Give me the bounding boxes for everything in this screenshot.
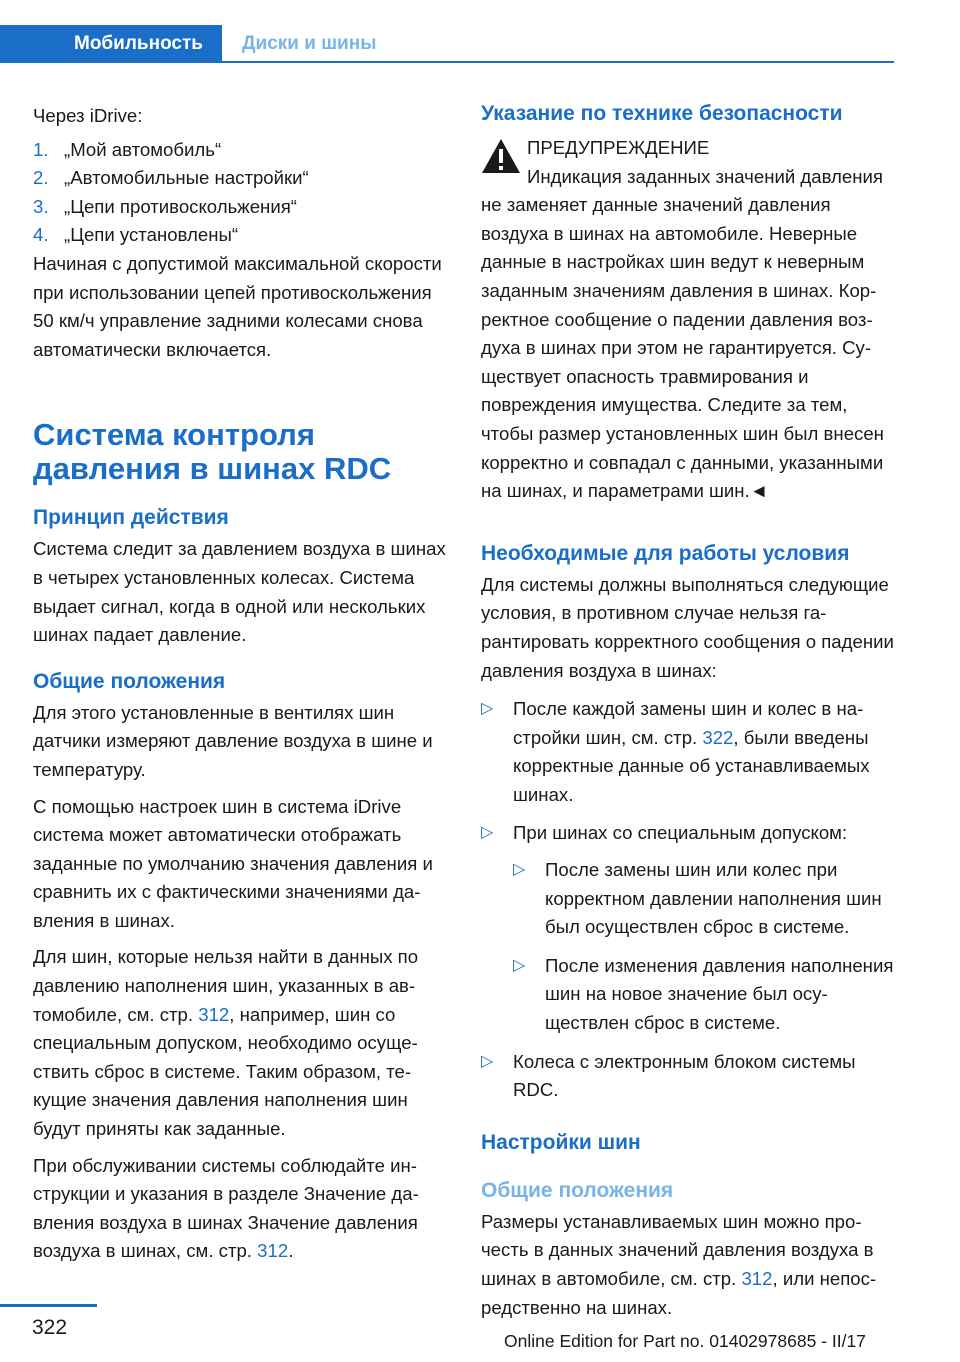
left-column <box>33 102 447 1274</box>
heading-principle: Принцип действия <box>33 506 229 530</box>
page-number: 322 <box>32 1316 68 1339</box>
header-tab-wheels-tires[interactable]: Диски и шины <box>242 33 377 54</box>
header-divider <box>222 61 894 63</box>
settings-text-end: , или непосредственно на шинах. <box>481 1268 877 1318</box>
step-number: 4. <box>33 224 49 246</box>
heading-requirements: Необходимые для работы условия <box>481 541 850 565</box>
step-number: 2. <box>33 167 49 189</box>
right-column <box>481 102 895 1330</box>
requirements-intro: Для системы должны выполняться следующие условия, в противном случае нельзя гарантировать корректного сообщения о падении давления воздуха в шинах: <box>481 573 894 681</box>
requirement-subitem <box>513 856 895 942</box>
step-text: „Цепи противоскольжения“ <box>64 195 297 217</box>
warning-label: ПРЕДУПРЕЖДЕНИЕ <box>527 137 710 158</box>
triangle-bullet-icon: ▷ <box>513 956 526 974</box>
requirement-subtext: После изменения давления наполнения шин на новое значение был осуществлен сброс в системе. <box>545 954 894 1034</box>
requirement-text-end: , были введены корректные данные об устанавливаемых шинах. <box>513 726 870 805</box>
general-paragraph-4-text-end: . <box>288 1240 294 1262</box>
warning-text-wrap: Индикация заданных значений давления не заменяет данные значений давления воздуха в шинах на автомобиле. Неверные данные в настройках шин ведут к неверным заданным значениям давления в шинах. Корректное сообщение о падении давления воздуха в шинах при этом не гарантируется. Существует опасность травмирования и повреждения имущества. Следите за тем, чтобы размер установленных шин был внесен корректно и совпадал с данными, указанными на шинах, и параметрами шин.◄ <box>481 165 884 502</box>
general-paragraph-3 <box>33 943 447 1143</box>
triangle-bullet-icon: ▷ <box>481 824 494 842</box>
requirement-subitem <box>513 952 895 1038</box>
step-text: „Автомобильные настройки“ <box>64 167 309 189</box>
settings-text-start: Размеры устанавливаемых шин можно прочесть в данных значений давления воздуха в шинах в автомобиле, см. стр. <box>481 1210 874 1289</box>
heading-safety: Указание по технике безопасности <box>481 102 843 125</box>
header-tab-mobility[interactable]: Мобильность <box>0 25 222 63</box>
page-link-312[interactable]: 312 <box>198 1003 230 1025</box>
section-title-rdc: Система контроля давления в шинах RDC <box>33 417 392 487</box>
general-paragraph-3-text-end: , например, шин со специальным допуском, необходимо осуществить сброс в системе. Таким образом, текущие значения давления наполнения шин будут приняты как заданные. <box>33 1003 418 1140</box>
chains-note: Начиная с допустимой максимальной скорости при использовании цепей противоскольжения 50 км/ч управление задними колесами снова автоматически включается. <box>33 252 442 360</box>
general-paragraph-1: Для этого установленные в вентилях шин датчики измеряют давление воздуха в шине и температуру. <box>33 701 433 780</box>
requirement-subtext: После замены шин или колес при корректном давлении наполнения шин был осуществлен сброс в системе. <box>545 859 882 938</box>
step-number: 1. <box>33 138 49 160</box>
step-number: 3. <box>33 195 49 217</box>
general-paragraph-4 <box>33 1152 447 1266</box>
requirement-sublist <box>513 856 895 1038</box>
triangle-bullet-icon: ▷ <box>481 700 494 718</box>
step-item <box>33 136 447 165</box>
settings-text <box>481 1208 895 1322</box>
heading-settings-general: Общие положения <box>481 1178 674 1202</box>
edition-label: Online Edition for Part no. 01402978685 - II/17 <box>504 1331 866 1351</box>
general-paragraph-2: С помощью настроек шин в система iDrive система может автоматически отображать заданные по умолчанию значения давления и сравнить их с фактическими значениями давления в шинах. <box>33 795 433 931</box>
requirement-item <box>481 1048 895 1105</box>
step-text: „Цепи установлены“ <box>64 224 239 246</box>
step-item <box>33 193 447 222</box>
page-link-322[interactable]: 322 <box>702 726 734 748</box>
idrive-intro: Через iDrive: <box>33 105 143 126</box>
requirement-text: После каждой замены шин и колес в настройки шин, см. стр. <box>513 698 864 748</box>
page-link-312[interactable]: 312 <box>257 1240 289 1262</box>
triangle-bullet-icon: ▷ <box>513 861 526 879</box>
step-item <box>33 221 447 250</box>
requirement-item <box>481 819 895 1037</box>
heading-tire-settings: Настройки шин <box>481 1130 641 1154</box>
requirement-text: Колеса с электронным блоком системы RDC. <box>513 1050 856 1101</box>
heading-general: Общие положения <box>33 669 226 693</box>
triangle-bullet-icon: ▷ <box>481 1052 494 1070</box>
requirement-item <box>481 695 895 809</box>
page-link-312[interactable]: 312 <box>741 1268 773 1289</box>
general-paragraph-3-text: Для шин, которые нельзя найти в данных по давлению наполнения шин, указанных в автомобиле, см. стр. <box>33 946 419 1025</box>
step-item <box>33 164 447 193</box>
principle-text: Система следит за давлением воздуха в шинах в четырех установленных колесах. Система выдает сигнал, когда в одной или нескольких шинах падает давление. <box>33 538 446 646</box>
step-text: „Мой автомобиль“ <box>64 138 222 160</box>
requirements-list <box>481 695 895 1105</box>
requirement-text: При шинах со специальным допуском: <box>513 822 848 844</box>
general-paragraph-4-text: При обслуживании системы соблюдайте инструкции и указания в разделе Значение давления воздуха в шинах Значение давления воздуха в шинах, см. стр. <box>33 1154 419 1262</box>
footer-accent-line <box>0 1304 97 1307</box>
idrive-steps <box>33 136 447 250</box>
warning-triangle-icon <box>481 138 521 174</box>
warning-block <box>481 134 895 506</box>
